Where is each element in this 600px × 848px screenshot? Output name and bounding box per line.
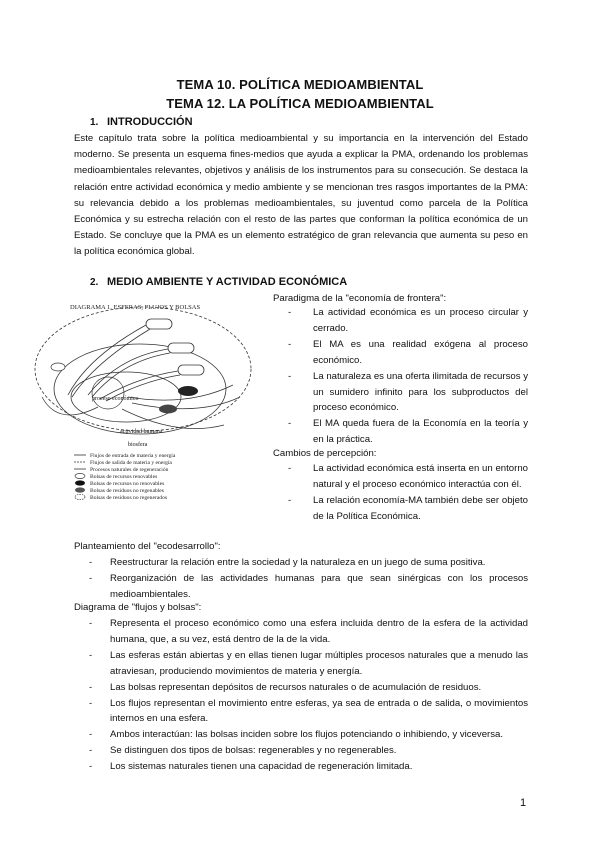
list-item: - Se distinguen dos tipos de bolsas: regenerables y no regenerables.	[74, 743, 528, 759]
list-item: - Reestructurar la relación entre la sociedad y la naturaleza en un juego de suma positiva.	[74, 555, 528, 571]
perception-list	[273, 461, 528, 525]
title-tema-10: TEMA 10. POLÍTICA MEDIOAMBIENTAL	[176, 77, 424, 92]
spheres-flows-diagram	[28, 297, 266, 513]
legend-item: Procesos naturales de regeneración	[90, 467, 169, 473]
list-item: - La actividad económica está inserta en un entorno natural y el proceso económico interactúa con él.	[273, 461, 528, 493]
renewable-bag	[51, 363, 65, 371]
inflow-arrows	[68, 325, 180, 401]
flows-heading: Diagrama de "flujos y bolsas":	[74, 602, 202, 613]
perception-heading: Cambios de percepción:	[273, 448, 377, 459]
label-human: actividad humana	[120, 429, 163, 435]
legend-item: Flujos de salida de materia y energía	[90, 460, 172, 466]
title-tema-12: TEMA 12. LA POLÍTICA MEDIOAMBIENTAL	[166, 96, 434, 111]
page-number: 1	[520, 797, 527, 809]
life-sphere	[35, 307, 251, 431]
list-item: - Las bolsas representan depósitos de recursos naturales o de acumulación de residuos.	[74, 680, 528, 696]
section-1-paragraph: Este capítulo trata sobre la política medioambiental y su importancia en la intervención del Estado moderno. Se presenta un esquema fines-medios que ayuda a explicar la PMA, ordenando los problemas medioambientales relevantes, objetivos y análisis de los instrumentos para su consecución. Se destaca la relación entre actividad económica y medio ambiente y se mencionan tres rasgos importantes de la PMA: su relevancia debido a los problemas medioambientales, su juventud como parcela de la Política Económica y su estrecha relación con el resto de las partes que conforman la política económica de un Estado. Se concluye que la PMA es un elemento estratégico de gran relevancia que aumenta su peso en la política económica global.	[74, 133, 528, 258]
frontier-list	[273, 305, 528, 448]
inner-cycle	[92, 377, 124, 409]
nonrenewable-bag	[178, 386, 198, 396]
ecodev-list	[74, 555, 528, 603]
label-process: proceso económico	[92, 396, 139, 402]
list-item: - Ambos interactúan: las bolsas inciden sobre los flujos potenciando o inhibiendo, y viceversa.	[74, 727, 528, 743]
list-item: - La naturaleza es una oferta ilimitada de recursos y un sumidero infinito para los subproductos del proceso económico.	[273, 369, 528, 417]
flows-list	[74, 616, 528, 775]
list-item: - Representa el proceso económico como una esfera incluida dentro de la esfera de la actividad humana, que, a su vez, está dentro de la de la vida.	[74, 616, 528, 648]
list-item: - Las esferas están abiertas y en ellas tienen lugar múltiples procesos naturales que a menudo las atraviesan, produciendo movimientos de materia y energía.	[74, 648, 528, 680]
section-1-number: 1.	[90, 117, 99, 128]
bags	[146, 319, 204, 375]
human-activity-sphere	[54, 344, 226, 434]
diagram-legend	[74, 453, 176, 501]
list-item: - Los flujos representan el movimiento entre esferas, ya sea de entrada o de salida, o movimientos internos en una esfera.	[74, 696, 528, 728]
section-2-heading: MEDIO AMBIENTE Y ACTIVIDAD ECONÓMICA	[107, 276, 348, 288]
list-item: - Los sistemas naturales tienen una capacidad de regeneración limitada.	[74, 759, 528, 775]
waste-bag	[159, 405, 177, 414]
legend-item: Flujos de entrada de materia y energía	[90, 453, 176, 459]
list-item: - El MA es una realidad exógena al proceso económico.	[273, 337, 528, 369]
list-item: - El MA queda fuera de la Economía en la teoría y en la práctica.	[273, 416, 528, 448]
frontier-heading: Paradigma de la "economía de frontera":	[273, 293, 447, 304]
legend-item: Bolsas de recursos renovables	[90, 474, 158, 480]
label-bio: biosfera	[128, 442, 148, 448]
legend-item: Bolsas de recursos no renovables	[90, 481, 165, 487]
list-item: - La actividad económica es un proceso circular y cerrado.	[273, 305, 528, 337]
section-2-number: 2.	[90, 277, 99, 288]
list-item: - Reorganización de las actividades humanas para que sean sinérgicas con los procesos medioambientales.	[74, 571, 528, 603]
outflow-arrows	[42, 385, 240, 429]
legend-item: Bolsas de residuos no regenerados	[90, 495, 168, 501]
ecodev-heading: Planteamiento del "ecodesarrollo":	[74, 541, 221, 552]
list-item: - La relación economía-MA también debe ser objeto de la Política Económica.	[273, 493, 528, 525]
diagram-title: DIAGRAMA 1. ESFERAS, FLUJOS Y BOLSAS	[70, 304, 201, 311]
legend-item: Bolsas de residuos no regenables	[90, 488, 164, 494]
section-1-heading: INTRODUCCIÓN	[107, 116, 193, 128]
